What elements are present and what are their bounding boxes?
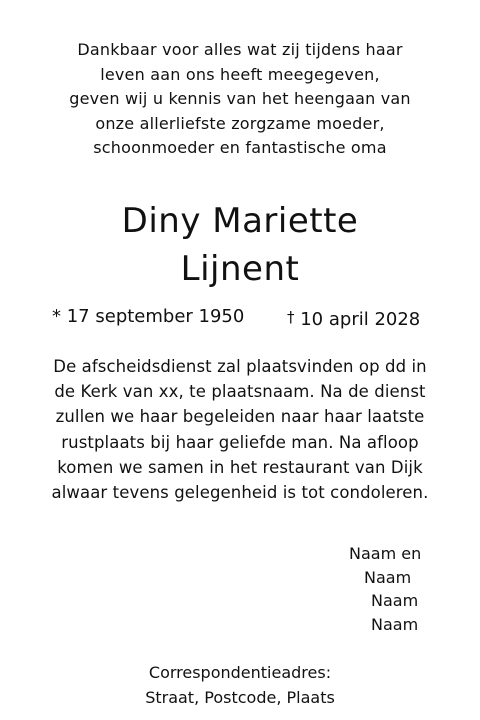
deceased-name	[20, 197, 460, 293]
deceased-surname: Lijnent	[180, 249, 300, 289]
correspondence-address	[40, 660, 440, 710]
intro-line: leven aan ons heeft meegegeven,	[100, 64, 380, 84]
family-name: Naam	[371, 591, 419, 610]
intro-line: schoonmoeder en fantastische oma	[93, 138, 387, 158]
intro-text	[40, 38, 440, 161]
death-date-line	[287, 305, 420, 332]
service-line: de Kerk van xx, te plaatsnaam. Na de dienst	[54, 382, 426, 402]
service-line: komen we samen in het restaurant van Dijk	[57, 457, 423, 477]
death-date: 10 april 2028	[300, 309, 421, 330]
service-text	[30, 354, 450, 505]
service-line: zullen we haar begeleiden naar haar laatste	[55, 407, 425, 427]
correspondence-street: Straat, Postcode, Plaats	[145, 688, 335, 707]
birth-date-line	[52, 305, 244, 329]
deceased-first-names: Diny Mariette	[121, 201, 359, 241]
service-line: rustplaats bij haar geliefde man. Na afloop	[61, 432, 419, 452]
service-line: De afscheidsdienst zal plaatsvinden op dd in	[53, 357, 427, 376]
family-name: Naam	[371, 614, 419, 634]
death-cross-icon: †	[287, 308, 295, 326]
birth-date: 17 september 1950	[66, 306, 245, 327]
service-line: alwaar tevens gelegenheid is tot condoleren.	[51, 483, 429, 503]
family-name: Naam en	[349, 544, 422, 563]
intro-line: geven wij u kennis van het heengaan van	[69, 89, 411, 109]
intro-line: onze allerliefste zorgzame moeder,	[95, 113, 385, 133]
intro-line: Dankbaar voor alles wat zij tijdens haar	[77, 40, 403, 59]
correspondence-label: Correspondentieadres:	[148, 663, 332, 682]
family-name: Naam	[364, 567, 412, 587]
family-names	[300, 542, 430, 636]
birth-star-icon: *	[52, 306, 61, 327]
